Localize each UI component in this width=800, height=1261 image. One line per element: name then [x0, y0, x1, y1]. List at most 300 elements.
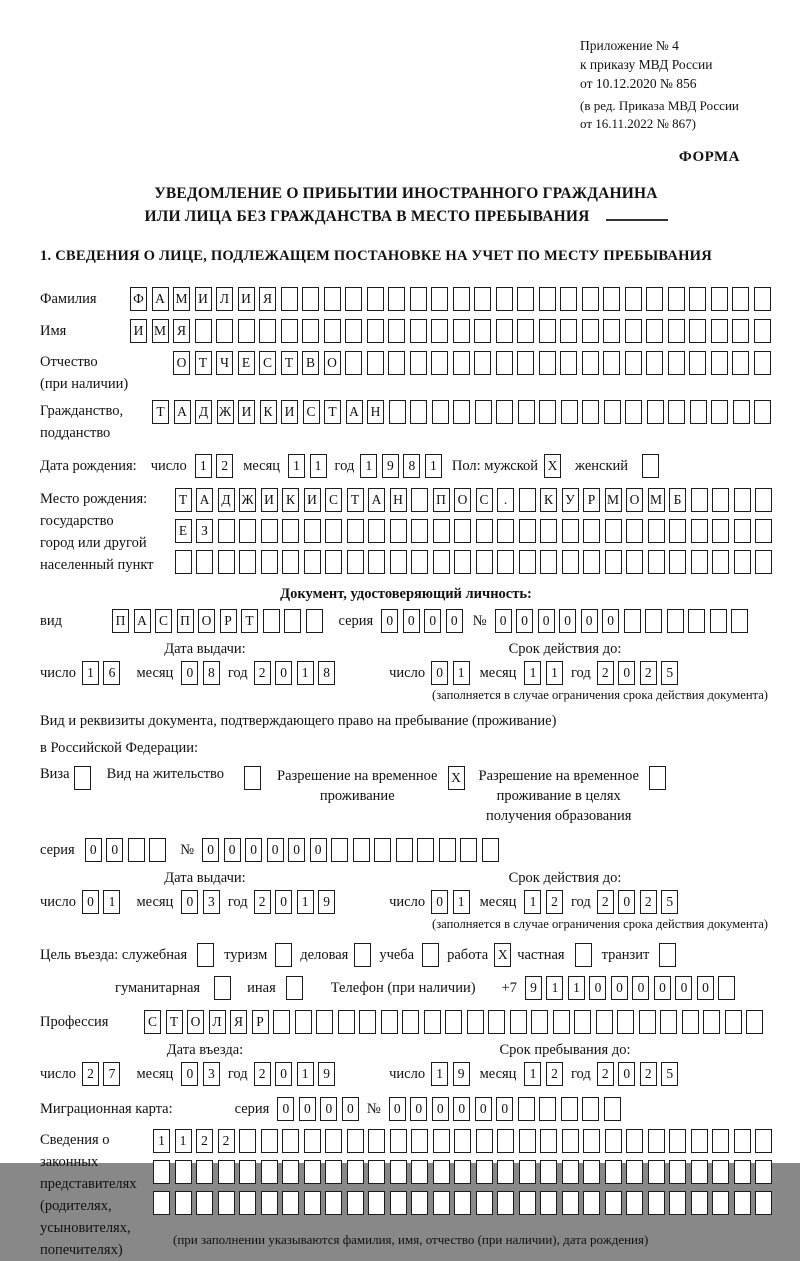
char-cell[interactable]: 0: [202, 838, 219, 862]
char-cell[interactable]: 5: [661, 890, 678, 914]
char-cell[interactable]: [712, 1191, 729, 1215]
char-cell[interactable]: Е: [238, 351, 255, 375]
char-cell[interactable]: Р: [583, 488, 600, 512]
char-cell[interactable]: 1: [425, 454, 442, 478]
char-cell[interactable]: [388, 287, 405, 311]
char-cell[interactable]: [711, 351, 728, 375]
char-cell[interactable]: [390, 1191, 407, 1215]
char-cell[interactable]: [582, 319, 599, 343]
char-cell[interactable]: 2: [254, 1062, 271, 1086]
char-cell[interactable]: И: [238, 287, 255, 311]
char-cell[interactable]: Т: [324, 400, 341, 424]
char-cell[interactable]: 5: [661, 1062, 678, 1086]
char-cell[interactable]: [411, 519, 428, 543]
char-cell[interactable]: [453, 351, 470, 375]
char-cell[interactable]: А: [346, 400, 363, 424]
char-cell[interactable]: 2: [196, 1129, 213, 1153]
char-cell[interactable]: 0: [410, 1097, 427, 1121]
char-cell[interactable]: Я: [230, 1010, 247, 1034]
char-cell[interactable]: М: [152, 319, 169, 343]
char-cell[interactable]: [732, 287, 749, 311]
char-cell[interactable]: 1: [431, 1062, 448, 1086]
char-cell[interactable]: И: [238, 400, 255, 424]
char-cell[interactable]: [325, 550, 342, 574]
char-cell[interactable]: 0: [82, 890, 99, 914]
char-cell[interactable]: [214, 976, 231, 1000]
char-cell[interactable]: [359, 1010, 376, 1034]
char-cell[interactable]: [659, 943, 676, 967]
char-cell[interactable]: [411, 488, 428, 512]
char-cell[interactable]: [488, 1010, 505, 1034]
char-cell[interactable]: [411, 550, 428, 574]
char-cell[interactable]: 9: [318, 1062, 335, 1086]
char-cell[interactable]: Я: [173, 319, 190, 343]
char-cell[interactable]: 1: [546, 976, 563, 1000]
char-cell[interactable]: [519, 1191, 536, 1215]
char-cell[interactable]: [539, 400, 556, 424]
char-cell[interactable]: [345, 287, 362, 311]
char-cell[interactable]: А: [174, 400, 191, 424]
char-cell[interactable]: 2: [597, 890, 614, 914]
char-cell[interactable]: [517, 319, 534, 343]
char-cell[interactable]: [691, 1160, 708, 1184]
char-cell[interactable]: 0: [432, 1097, 449, 1121]
char-cell[interactable]: Ф: [130, 287, 147, 311]
char-cell[interactable]: [424, 1010, 441, 1034]
char-cell[interactable]: [175, 550, 192, 574]
char-cell[interactable]: [324, 287, 341, 311]
char-cell[interactable]: 2: [640, 1062, 657, 1086]
char-cell[interactable]: [660, 1010, 677, 1034]
char-cell[interactable]: Е: [175, 519, 192, 543]
char-cell[interactable]: [354, 943, 371, 967]
char-cell[interactable]: [411, 1129, 428, 1153]
char-cell[interactable]: [734, 1191, 751, 1215]
char-cell[interactable]: [531, 1010, 548, 1034]
char-cell[interactable]: 2: [597, 661, 614, 685]
char-cell[interactable]: [275, 943, 292, 967]
char-cell[interactable]: А: [134, 609, 151, 633]
char-cell[interactable]: 0: [181, 1062, 198, 1086]
char-cell[interactable]: 0: [299, 1097, 316, 1121]
char-cell[interactable]: [410, 400, 427, 424]
char-cell[interactable]: [261, 519, 278, 543]
char-cell[interactable]: 0: [275, 1062, 292, 1086]
char-cell[interactable]: [519, 550, 536, 574]
char-cell[interactable]: [669, 519, 686, 543]
char-cell[interactable]: [445, 1010, 462, 1034]
char-cell[interactable]: [338, 1010, 355, 1034]
char-cell[interactable]: [368, 1129, 385, 1153]
char-cell[interactable]: [153, 1191, 170, 1215]
char-cell[interactable]: [667, 609, 684, 633]
char-cell[interactable]: [453, 287, 470, 311]
char-cell[interactable]: [539, 287, 556, 311]
char-cell[interactable]: [646, 319, 663, 343]
char-cell[interactable]: [381, 1010, 398, 1034]
char-cell[interactable]: П: [112, 609, 129, 633]
char-cell[interactable]: [476, 1160, 493, 1184]
char-cell[interactable]: 1: [568, 976, 585, 1000]
char-cell[interactable]: [304, 550, 321, 574]
char-cell[interactable]: 2: [546, 890, 563, 914]
char-cell[interactable]: [460, 838, 477, 862]
char-cell[interactable]: 0: [654, 976, 671, 1000]
char-cell[interactable]: [325, 519, 342, 543]
char-cell[interactable]: [642, 454, 659, 478]
char-cell[interactable]: [238, 319, 255, 343]
char-cell[interactable]: [648, 550, 665, 574]
char-cell[interactable]: [510, 1010, 527, 1034]
char-cell[interactable]: [669, 1191, 686, 1215]
char-cell[interactable]: 9: [382, 454, 399, 478]
char-cell[interactable]: [755, 1191, 772, 1215]
char-cell[interactable]: 1: [103, 890, 120, 914]
char-cell[interactable]: 2: [218, 1129, 235, 1153]
char-cell[interactable]: 1: [297, 890, 314, 914]
char-cell[interactable]: [712, 550, 729, 574]
char-cell[interactable]: 2: [597, 1062, 614, 1086]
char-cell[interactable]: [347, 519, 364, 543]
char-cell[interactable]: Р: [252, 1010, 269, 1034]
char-cell[interactable]: [497, 519, 514, 543]
char-cell[interactable]: 7: [103, 1062, 120, 1086]
char-cell[interactable]: [605, 519, 622, 543]
char-cell[interactable]: [604, 1097, 621, 1121]
char-cell[interactable]: [474, 287, 491, 311]
char-cell[interactable]: С: [259, 351, 276, 375]
char-cell[interactable]: 1: [524, 1062, 541, 1086]
char-cell[interactable]: [712, 1129, 729, 1153]
char-cell[interactable]: [410, 351, 427, 375]
char-cell[interactable]: А: [196, 488, 213, 512]
char-cell[interactable]: .: [497, 488, 514, 512]
char-cell[interactable]: 0: [581, 609, 598, 633]
char-cell[interactable]: [196, 550, 213, 574]
char-cell[interactable]: 0: [618, 1062, 635, 1086]
char-cell[interactable]: [261, 550, 278, 574]
char-cell[interactable]: 1: [195, 454, 212, 478]
char-cell[interactable]: [626, 1191, 643, 1215]
char-cell[interactable]: [304, 1191, 321, 1215]
char-cell[interactable]: 9: [318, 890, 335, 914]
char-cell[interactable]: [475, 400, 492, 424]
char-cell[interactable]: [562, 1160, 579, 1184]
char-cell[interactable]: П: [177, 609, 194, 633]
char-cell[interactable]: [625, 351, 642, 375]
char-cell[interactable]: [454, 519, 471, 543]
char-cell[interactable]: [625, 287, 642, 311]
char-cell[interactable]: Н: [367, 400, 384, 424]
char-cell[interactable]: [431, 351, 448, 375]
char-cell[interactable]: [367, 287, 384, 311]
char-cell[interactable]: [282, 1129, 299, 1153]
char-cell[interactable]: О: [626, 488, 643, 512]
char-cell[interactable]: [703, 1010, 720, 1034]
char-cell[interactable]: [368, 1160, 385, 1184]
char-cell[interactable]: [453, 400, 470, 424]
char-cell[interactable]: У: [562, 488, 579, 512]
char-cell[interactable]: И: [304, 488, 321, 512]
char-cell[interactable]: [519, 519, 536, 543]
char-cell[interactable]: [175, 1191, 192, 1215]
char-cell[interactable]: [218, 550, 235, 574]
char-cell[interactable]: К: [260, 400, 277, 424]
char-cell[interactable]: 0: [267, 838, 284, 862]
char-cell[interactable]: [710, 609, 727, 633]
char-cell[interactable]: [648, 1129, 665, 1153]
char-cell[interactable]: [218, 1160, 235, 1184]
char-cell[interactable]: [347, 1191, 364, 1215]
char-cell[interactable]: А: [368, 488, 385, 512]
char-cell[interactable]: [734, 488, 751, 512]
char-cell[interactable]: 0: [389, 1097, 406, 1121]
char-cell[interactable]: X: [448, 766, 465, 790]
char-cell[interactable]: [325, 1191, 342, 1215]
char-cell[interactable]: [648, 1160, 665, 1184]
char-cell[interactable]: 2: [216, 454, 233, 478]
char-cell[interactable]: [603, 351, 620, 375]
char-cell[interactable]: [518, 400, 535, 424]
char-cell[interactable]: [669, 1160, 686, 1184]
char-cell[interactable]: [496, 400, 513, 424]
char-cell[interactable]: [476, 1191, 493, 1215]
char-cell[interactable]: В: [302, 351, 319, 375]
char-cell[interactable]: Т: [281, 351, 298, 375]
char-cell[interactable]: [734, 519, 751, 543]
char-cell[interactable]: [281, 287, 298, 311]
char-cell[interactable]: [668, 400, 685, 424]
char-cell[interactable]: О: [324, 351, 341, 375]
char-cell[interactable]: X: [544, 454, 561, 478]
char-cell[interactable]: [439, 838, 456, 862]
char-cell[interactable]: [682, 1010, 699, 1034]
char-cell[interactable]: [474, 351, 491, 375]
char-cell[interactable]: 0: [275, 661, 292, 685]
char-cell[interactable]: [605, 1160, 622, 1184]
char-cell[interactable]: [389, 400, 406, 424]
char-cell[interactable]: 0: [106, 838, 123, 862]
char-cell[interactable]: 0: [381, 609, 398, 633]
char-cell[interactable]: [345, 351, 362, 375]
char-cell[interactable]: [367, 319, 384, 343]
char-cell[interactable]: 0: [602, 609, 619, 633]
char-cell[interactable]: [624, 609, 641, 633]
char-cell[interactable]: 0: [589, 976, 606, 1000]
char-cell[interactable]: [540, 550, 557, 574]
char-cell[interactable]: [149, 838, 166, 862]
char-cell[interactable]: [733, 400, 750, 424]
char-cell[interactable]: [196, 1191, 213, 1215]
char-cell[interactable]: 0: [181, 890, 198, 914]
char-cell[interactable]: 0: [288, 838, 305, 862]
char-cell[interactable]: [755, 550, 772, 574]
char-cell[interactable]: [755, 1160, 772, 1184]
char-cell[interactable]: 1: [297, 1062, 314, 1086]
char-cell[interactable]: [518, 1097, 535, 1121]
char-cell[interactable]: С: [303, 400, 320, 424]
char-cell[interactable]: 1: [546, 661, 563, 685]
char-cell[interactable]: [560, 351, 577, 375]
char-cell[interactable]: [431, 287, 448, 311]
char-cell[interactable]: 2: [546, 1062, 563, 1086]
char-cell[interactable]: 0: [275, 890, 292, 914]
char-cell[interactable]: X: [494, 943, 511, 967]
char-cell[interactable]: [175, 1160, 192, 1184]
char-cell[interactable]: [304, 1160, 321, 1184]
char-cell[interactable]: [712, 488, 729, 512]
char-cell[interactable]: [74, 766, 91, 790]
char-cell[interactable]: М: [648, 488, 665, 512]
char-cell[interactable]: [626, 519, 643, 543]
char-cell[interactable]: О: [198, 609, 215, 633]
char-cell[interactable]: [454, 1160, 471, 1184]
char-cell[interactable]: И: [281, 400, 298, 424]
char-cell[interactable]: [646, 351, 663, 375]
char-cell[interactable]: [649, 766, 666, 790]
char-cell[interactable]: [263, 609, 280, 633]
char-cell[interactable]: [411, 1191, 428, 1215]
char-cell[interactable]: [583, 1160, 600, 1184]
char-cell[interactable]: [128, 838, 145, 862]
char-cell[interactable]: [432, 400, 449, 424]
char-cell[interactable]: [295, 1010, 312, 1034]
char-cell[interactable]: 0: [495, 609, 512, 633]
char-cell[interactable]: [603, 319, 620, 343]
char-cell[interactable]: [195, 319, 212, 343]
char-cell[interactable]: [734, 550, 751, 574]
char-cell[interactable]: [562, 1129, 579, 1153]
char-cell[interactable]: [388, 351, 405, 375]
char-cell[interactable]: 0: [431, 890, 448, 914]
char-cell[interactable]: [711, 319, 728, 343]
char-cell[interactable]: [553, 1010, 570, 1034]
char-cell[interactable]: [732, 351, 749, 375]
char-cell[interactable]: [454, 550, 471, 574]
char-cell[interactable]: З: [196, 519, 213, 543]
char-cell[interactable]: [153, 1160, 170, 1184]
char-cell[interactable]: 0: [320, 1097, 337, 1121]
char-cell[interactable]: 8: [403, 454, 420, 478]
char-cell[interactable]: [517, 287, 534, 311]
char-cell[interactable]: [539, 319, 556, 343]
char-cell[interactable]: [454, 1129, 471, 1153]
char-cell[interactable]: [497, 1129, 514, 1153]
char-cell[interactable]: [540, 519, 557, 543]
char-cell[interactable]: 0: [342, 1097, 359, 1121]
char-cell[interactable]: Л: [216, 287, 233, 311]
char-cell[interactable]: М: [605, 488, 622, 512]
char-cell[interactable]: 1: [310, 454, 327, 478]
char-cell[interactable]: О: [173, 351, 190, 375]
char-cell[interactable]: [239, 519, 256, 543]
char-cell[interactable]: Ж: [217, 400, 234, 424]
char-cell[interactable]: [396, 838, 413, 862]
char-cell[interactable]: [347, 1129, 364, 1153]
char-cell[interactable]: П: [433, 488, 450, 512]
char-cell[interactable]: О: [454, 488, 471, 512]
char-cell[interactable]: [196, 1160, 213, 1184]
char-cell[interactable]: [539, 351, 556, 375]
char-cell[interactable]: С: [476, 488, 493, 512]
char-cell[interactable]: [540, 1129, 557, 1153]
char-cell[interactable]: [519, 1129, 536, 1153]
char-cell[interactable]: 8: [318, 661, 335, 685]
char-cell[interactable]: [244, 766, 261, 790]
char-cell[interactable]: [302, 319, 319, 343]
char-cell[interactable]: [374, 838, 391, 862]
char-cell[interactable]: [325, 1160, 342, 1184]
char-cell[interactable]: [482, 838, 499, 862]
char-cell[interactable]: 0: [618, 890, 635, 914]
char-cell[interactable]: [402, 1010, 419, 1034]
char-cell[interactable]: [540, 1191, 557, 1215]
char-cell[interactable]: [497, 1160, 514, 1184]
char-cell[interactable]: [626, 550, 643, 574]
char-cell[interactable]: 1: [453, 890, 470, 914]
char-cell[interactable]: [574, 1010, 591, 1034]
char-cell[interactable]: [368, 1191, 385, 1215]
char-cell[interactable]: [626, 1129, 643, 1153]
char-cell[interactable]: [302, 287, 319, 311]
char-cell[interactable]: [605, 550, 622, 574]
char-cell[interactable]: [390, 550, 407, 574]
char-cell[interactable]: [648, 1191, 665, 1215]
char-cell[interactable]: [645, 609, 662, 633]
char-cell[interactable]: [347, 550, 364, 574]
char-cell[interactable]: 1: [288, 454, 305, 478]
char-cell[interactable]: 0: [475, 1097, 492, 1121]
char-cell[interactable]: [474, 319, 491, 343]
char-cell[interactable]: И: [130, 319, 147, 343]
char-cell[interactable]: [345, 319, 362, 343]
char-cell[interactable]: [561, 400, 578, 424]
char-cell[interactable]: [734, 1160, 751, 1184]
char-cell[interactable]: [712, 1160, 729, 1184]
char-cell[interactable]: 0: [403, 609, 420, 633]
char-cell[interactable]: [390, 1129, 407, 1153]
char-cell[interactable]: [575, 943, 592, 967]
char-cell[interactable]: 0: [224, 838, 241, 862]
char-cell[interactable]: [754, 287, 771, 311]
char-cell[interactable]: [668, 319, 685, 343]
char-cell[interactable]: [725, 1010, 742, 1034]
char-cell[interactable]: [261, 1160, 278, 1184]
char-cell[interactable]: 1: [297, 661, 314, 685]
char-cell[interactable]: [626, 1160, 643, 1184]
char-cell[interactable]: [390, 519, 407, 543]
char-cell[interactable]: [689, 287, 706, 311]
char-cell[interactable]: [711, 400, 728, 424]
char-cell[interactable]: [668, 351, 685, 375]
char-cell[interactable]: [353, 838, 370, 862]
char-cell[interactable]: С: [144, 1010, 161, 1034]
char-cell[interactable]: [519, 488, 536, 512]
char-cell[interactable]: [539, 1097, 556, 1121]
char-cell[interactable]: [282, 1160, 299, 1184]
char-cell[interactable]: [284, 609, 301, 633]
char-cell[interactable]: [286, 976, 303, 1000]
char-cell[interactable]: 2: [82, 1062, 99, 1086]
char-cell[interactable]: 0: [697, 976, 714, 1000]
char-cell[interactable]: [562, 1191, 579, 1215]
char-cell[interactable]: [261, 1129, 278, 1153]
char-cell[interactable]: [281, 319, 298, 343]
char-cell[interactable]: [496, 287, 513, 311]
char-cell[interactable]: [304, 519, 321, 543]
char-cell[interactable]: [540, 1160, 557, 1184]
char-cell[interactable]: [347, 1160, 364, 1184]
